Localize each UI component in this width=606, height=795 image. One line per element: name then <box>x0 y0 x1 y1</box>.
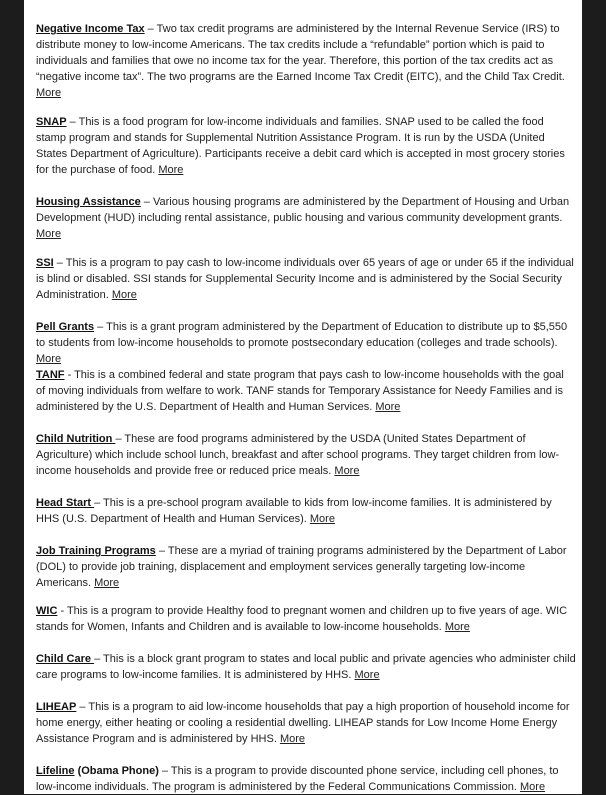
more-link[interactable]: More <box>354 669 380 681</box>
program-title-link[interactable]: SNAP <box>36 116 67 128</box>
program-description: – Two tax credit programs are administered by the Internal Revenue Service (IRS) to distribute money to low-income Americans. The tax credits include a “refundable” portion which is paid to individuals and families that owe no income tax for the year. Therefore, this portion of the tax credits act as “negative income tax”. The two programs are the Earned Income Tax Credit (EITC), and the Child Tax Credit. <box>36 23 565 83</box>
program-title-link[interactable]: Child Nutrition <box>36 433 116 445</box>
program-entry-liheap <box>36 699 576 747</box>
more-link[interactable]: More <box>375 401 401 413</box>
program-entry-housing-assistance <box>36 194 576 242</box>
more-link[interactable]: More <box>94 577 120 589</box>
more-link[interactable]: More <box>520 781 546 793</box>
more-link[interactable]: More <box>36 228 62 240</box>
more-link[interactable]: More <box>111 289 137 301</box>
program-entry-negative-income-tax <box>36 21 576 101</box>
program-title-link[interactable]: LIHEAP <box>36 701 77 713</box>
program-description: – This is a grant program administered by the Department of Education to distribute up to $5,550 to students from low-income households to promote postsecondary education (colleges and trade schools). <box>36 321 568 349</box>
program-entry-head-start <box>36 495 576 527</box>
program-entry-child-nutrition <box>36 431 576 479</box>
program-entry-pell-grants <box>36 319 576 367</box>
program-entry-child-care <box>36 651 576 683</box>
program-description: – This is a program to aid low-income households that pay a high proportion of household income for home energy, either heating or cooling a residential dwelling. LIHEAP stands for Low Income Home Energy Assistance Program and is administered by HHS. <box>36 701 570 745</box>
more-link[interactable]: More <box>36 353 62 365</box>
program-entry-snap <box>36 114 576 178</box>
content-panel <box>24 0 582 794</box>
program-entry-tanf <box>36 367 576 415</box>
program-description: – This is a program to pay cash to low-income individuals over 65 years of age or under 65 if the individual is blind or disabled. SSI stands for Supplemental Security Income and is administered by the Social Security Administration. <box>36 257 574 301</box>
program-description: – This is a program to provide discounted phone service, including cell phones, to low-income individuals. The program is administered by the Federal Communications Commission. <box>36 765 559 793</box>
program-description: - This is a program to provide Healthy food to pregnant women and children up to five years of age. WIC stands for Women, Infants and Children and is available to low-income households. <box>36 605 568 633</box>
program-description: – This is a block grant program to states and local public and private agencies who administer child care programs to low-income families. It is administered by HHS. <box>36 653 576 681</box>
program-description: – Various housing programs are administered by the Department of Housing and Urban Development (HUD) including rental assistance, public housing and various community development grants. <box>36 196 570 224</box>
program-description: – This is a pre-school program available to kids from low-income families. It is administered by HHS (U.S. Department of Health and Human Services). <box>36 497 552 525</box>
more-link[interactable]: More <box>36 87 62 99</box>
program-title-link[interactable]: Housing Assistance <box>36 196 141 208</box>
program-description: - This is a combined federal and state program that pays cash to low-income households with the goal of moving individuals from welfare to work. TANF stands for Temporary Assistance for Needy Families and is administered by the U.S. Department of Health and Human Services. <box>36 369 564 413</box>
program-title-link[interactable]: Child Care <box>36 653 95 665</box>
program-title-link[interactable]: Negative Income Tax <box>36 23 145 35</box>
more-link[interactable]: More <box>309 513 335 525</box>
program-title-link[interactable]: TANF <box>36 369 65 381</box>
program-title-link[interactable]: Lifeline <box>36 765 75 777</box>
program-title-link[interactable]: Head Start <box>36 497 95 509</box>
program-entry-lifeline <box>36 763 576 795</box>
program-title-link[interactable]: Job Training Programs <box>36 545 156 557</box>
more-link[interactable]: More <box>158 164 184 176</box>
program-description: – These are a myriad of training programs administered by the Department of Labor (DOL) to provide job training, displacement and employment services generally targeting low-income Americans. <box>36 545 567 589</box>
more-link[interactable]: More <box>444 621 470 633</box>
program-title-link[interactable]: SSI <box>36 257 54 269</box>
program-description: – This is a food program for low-income individuals and families. SNAP used to be called the food stamp program and stands for Supplemental Nutrition Assistance Program. It is run by the USDA (United States Department of Agriculture). Participants receive a debit card which is accepted in most grocery stories for the purchase of food. <box>36 116 565 176</box>
program-title-link[interactable]: Pell Grants <box>36 321 95 333</box>
program-entry-wic <box>36 603 576 635</box>
more-link[interactable]: More <box>279 733 305 745</box>
more-link[interactable]: More <box>334 465 360 477</box>
program-entry-ssi <box>36 255 576 303</box>
program-entry-job-training-programs <box>36 543 576 591</box>
program-subtitle: (Obama Phone) <box>74 765 159 777</box>
program-title-link[interactable]: WIC <box>36 605 58 617</box>
program-description: – These are food programs administered by the USDA (United States Department of Agriculture) which include school lunch, breakfast and after school programs. They target children from low-income households and provide free or reduced price meals. <box>36 433 560 477</box>
